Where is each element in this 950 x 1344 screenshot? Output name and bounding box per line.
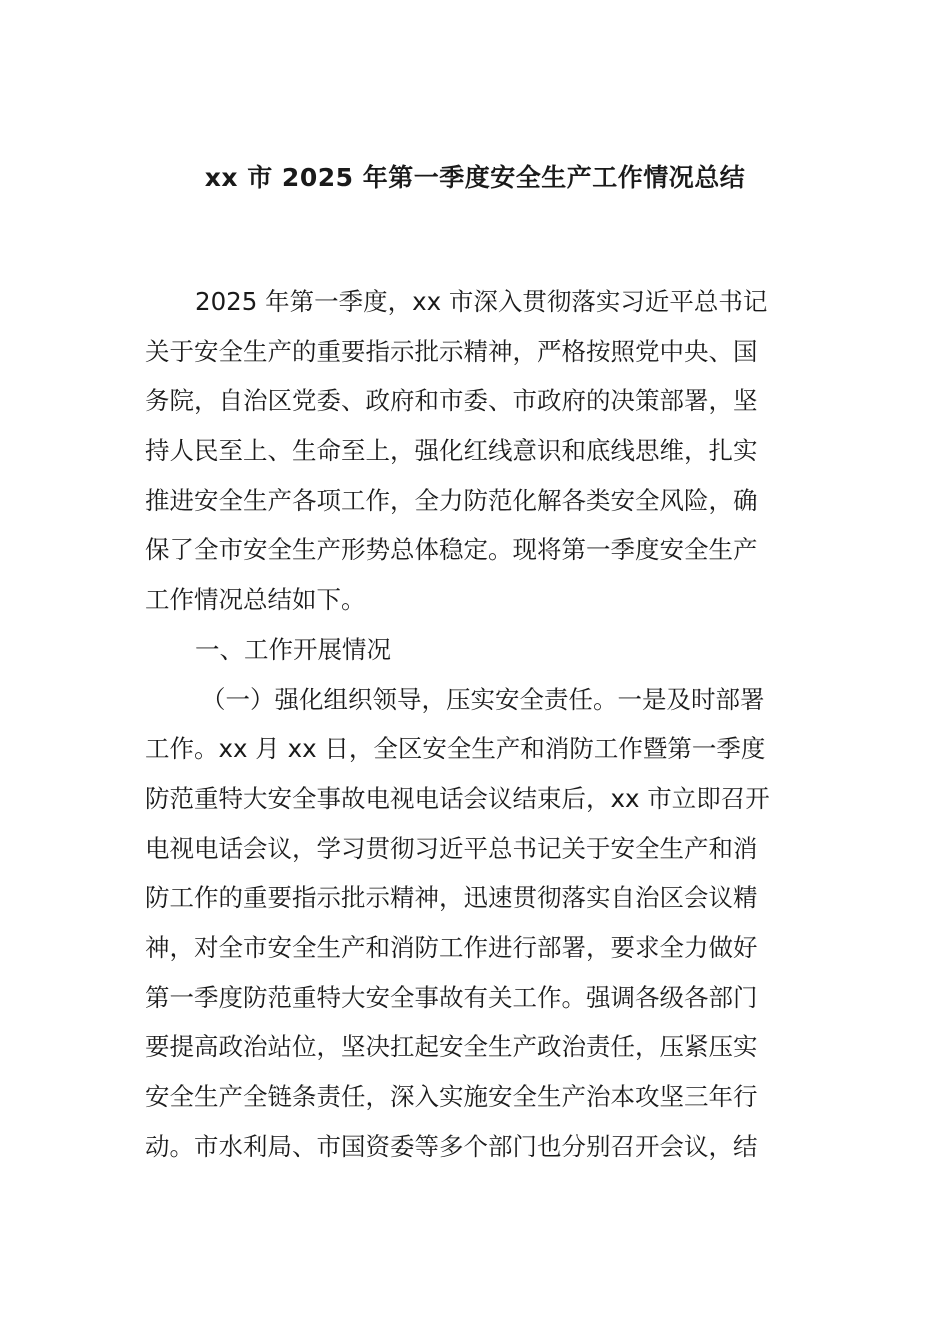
subsection-line: （一）强化组织领导，压实安全责任。一是及时部署 xyxy=(201,684,765,714)
paragraph-line: 推进安全生产各项工作，全力防范化解各类安全风险，确 xyxy=(145,485,758,515)
paragraph-line: 2025 年第一季度，xx 市深入贯彻落实习近平总书记 xyxy=(195,287,768,316)
paragraph-line: 动。市水利局、市国资委等多个部门也分别召开会议，结 xyxy=(145,1131,758,1161)
paragraph-line: 第一季度防范重特大安全事故有关工作。强调各级各部门 xyxy=(145,982,758,1012)
paragraph-line: 神，对全市安全生产和消防工作进行部署，要求全力做好 xyxy=(145,932,758,962)
paragraph-line: 要提高政治站位，坚决扛起安全生产政治责任，压紧压实 xyxy=(145,1032,758,1062)
paragraph-line: 防范重特大安全事故电视电话会议结束后，xx 市立即召开 xyxy=(145,783,770,813)
paragraph-line: 电视电话会议，学习贯彻习近平总书记关于安全生产和消 xyxy=(145,833,758,863)
paragraph-line: 工作。xx 月 xx 日，全区安全生产和消防工作暨第一季度 xyxy=(145,734,766,764)
document-title: xx 市 2025 年第一季度安全生产工作情况总结 xyxy=(204,163,746,192)
paragraph-line: 保了全市安全生产形势总体稳定。现将第一季度安全生产 xyxy=(145,535,758,565)
section-heading: 一、工作开展情况 xyxy=(195,634,391,664)
paragraph-line: 务院，自治区党委、政府和市委、市政府的决策部署，坚 xyxy=(145,386,758,416)
paragraph-line: 安全生产全链条责任，深入实施安全生产治本攻坚三年行 xyxy=(145,1082,758,1111)
document-body xyxy=(145,277,807,1171)
paragraph-line: 防工作的重要指示批示精神，迅速贯彻落实自治区会议精 xyxy=(145,883,758,913)
paragraph-line: 关于安全生产的重要指示批示精神，严格按照党中央、国 xyxy=(145,336,758,366)
paragraph-line: 持人民至上、生命至上，强化红线意识和底线思维，扎实 xyxy=(145,436,758,466)
paragraph-line: 工作情况总结如下。 xyxy=(145,585,366,615)
